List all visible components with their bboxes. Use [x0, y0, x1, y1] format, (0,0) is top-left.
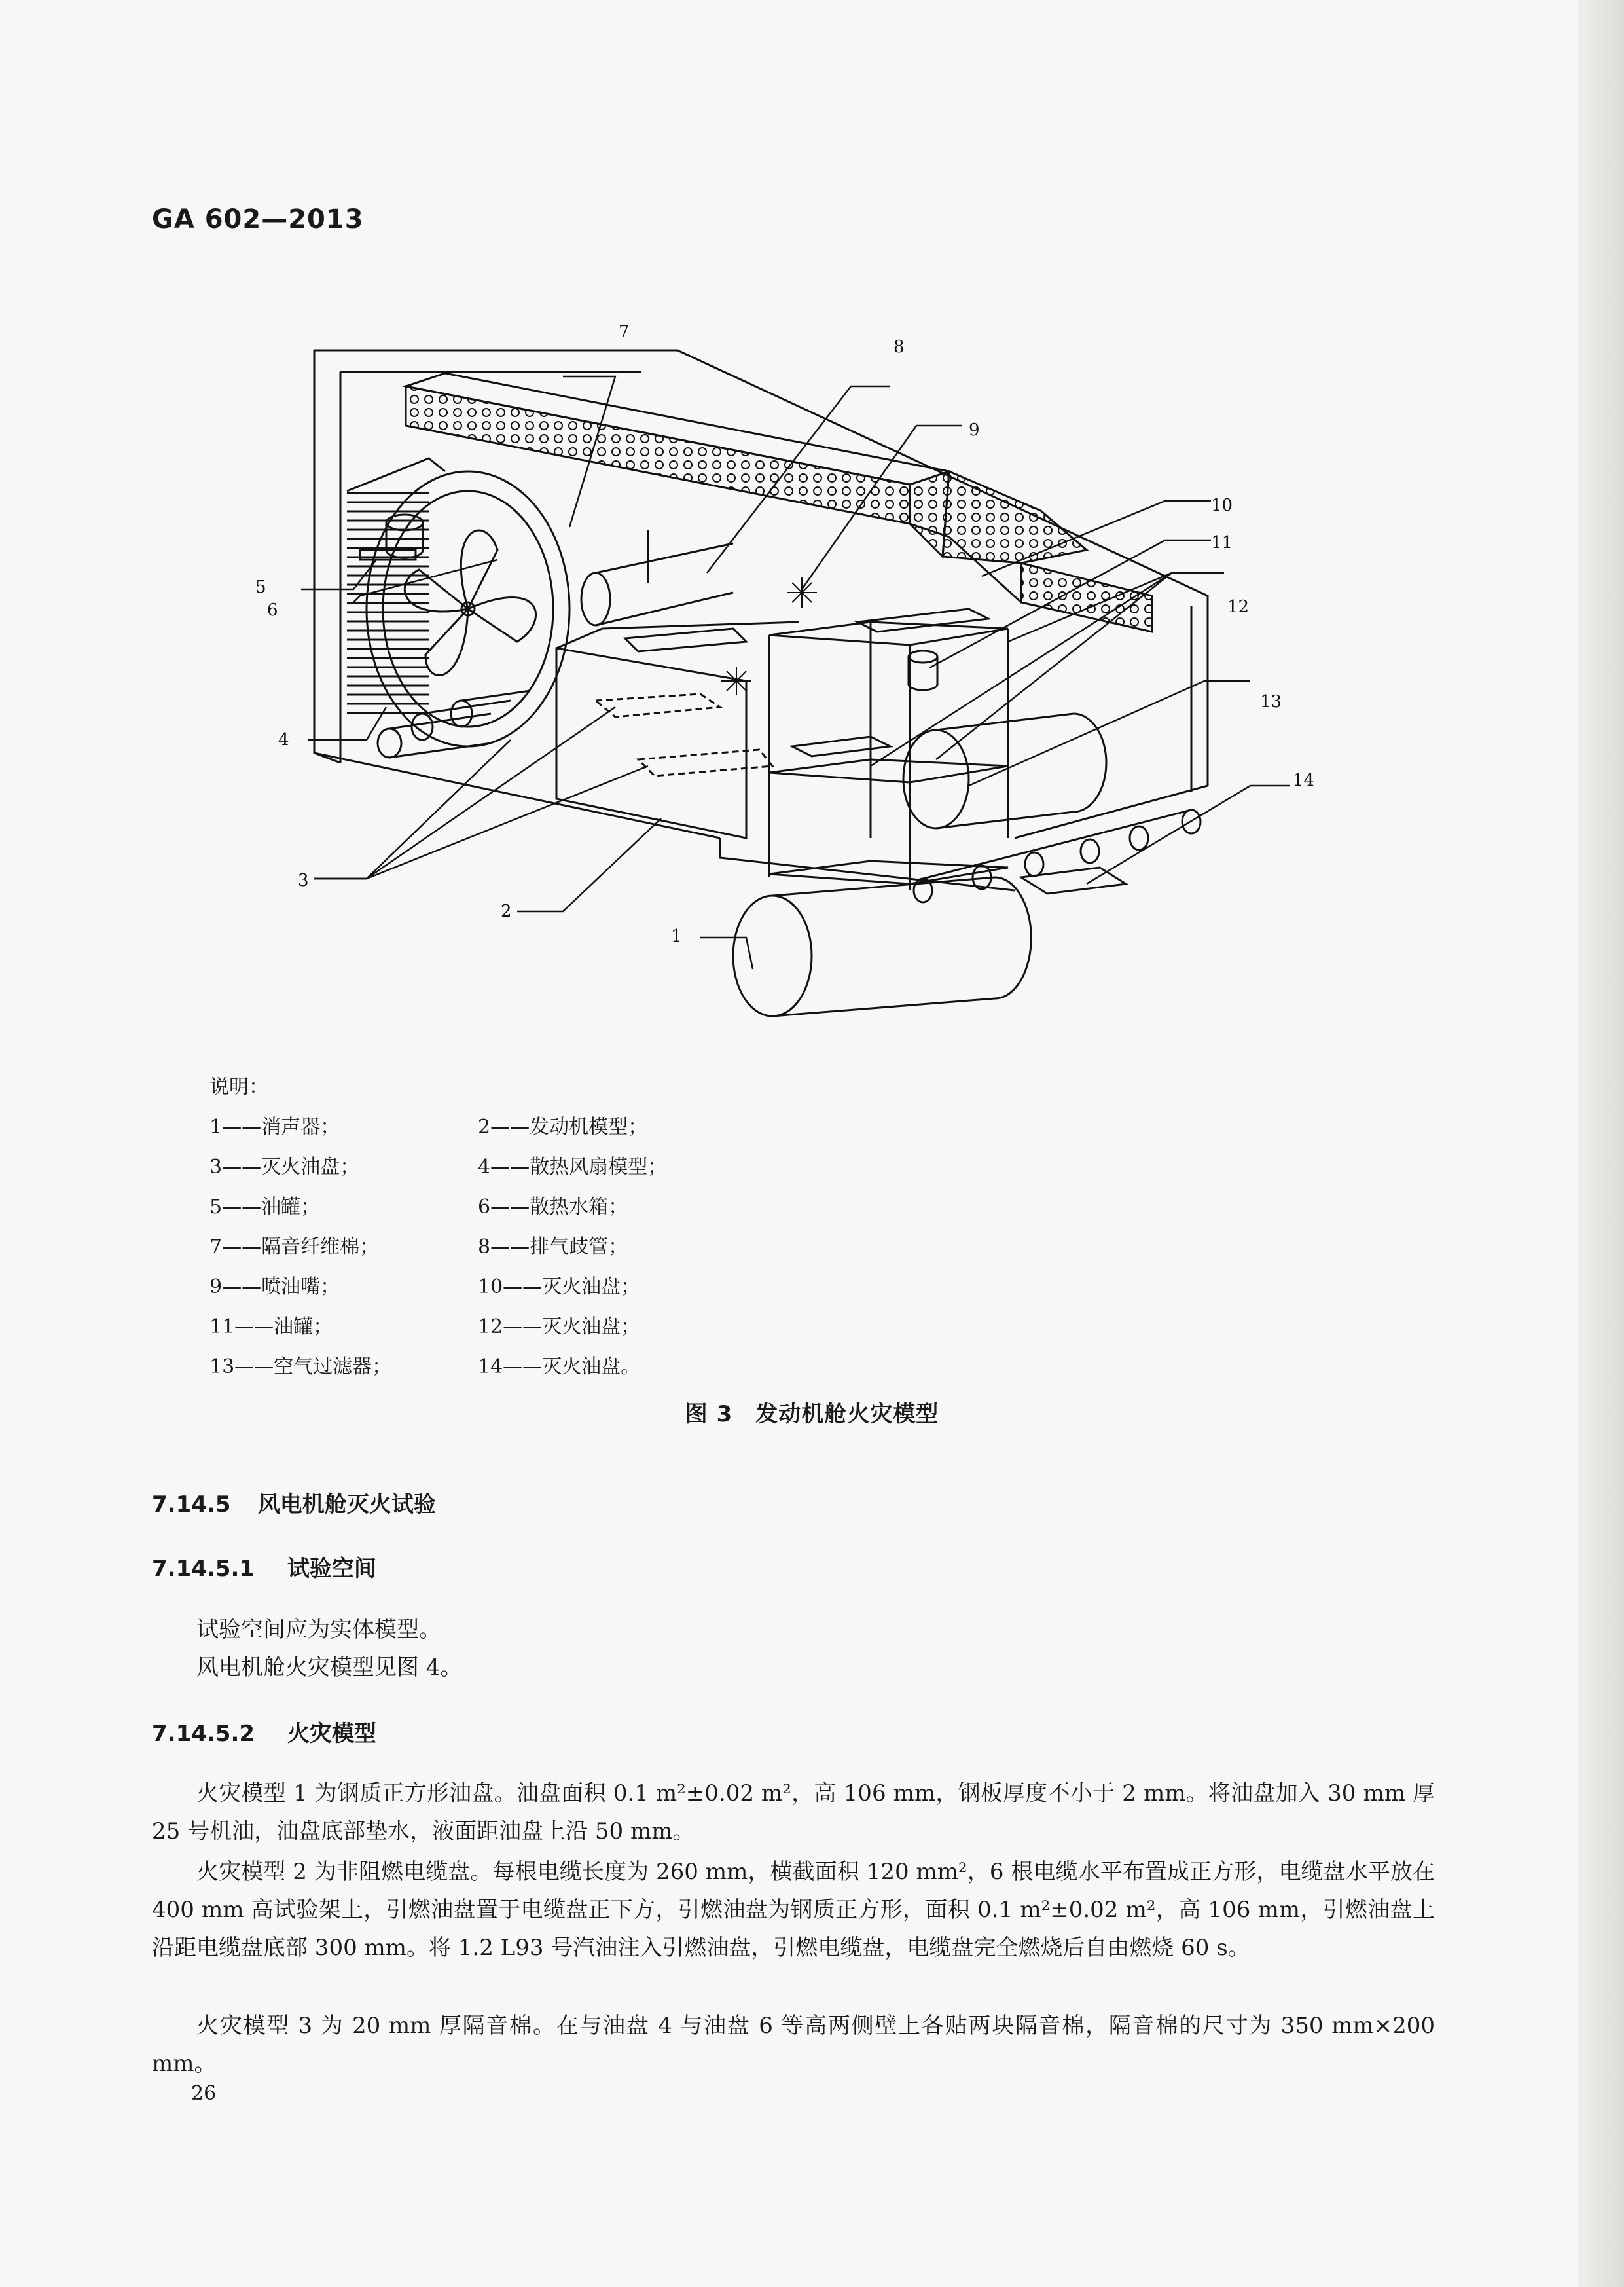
- section-number: 7.14.5: [152, 1491, 231, 1518]
- paragraph: 试验空间应为实体模型。: [196, 1617, 441, 1643]
- legend-title: 说明：: [209, 1076, 268, 1099]
- callout-3: 3: [298, 871, 309, 890]
- callout-11: 11: [1211, 533, 1233, 553]
- callout-2: 2: [501, 902, 512, 921]
- legend-item: 2——发动机模型；: [478, 1116, 648, 1139]
- section-heading-7-14-5-1: [152, 1550, 376, 1583]
- callout-12: 12: [1227, 597, 1250, 617]
- oil-tank-11: [909, 651, 937, 690]
- legend-item: 8——排气歧管；: [478, 1235, 628, 1258]
- muffler: [733, 877, 1031, 1016]
- callout-13: 13: [1260, 692, 1282, 712]
- callout-6: 6: [267, 600, 278, 620]
- engine-model: [556, 622, 799, 838]
- legend-item: 10——灭火油盘；: [478, 1275, 641, 1298]
- callout-4: 4: [278, 730, 289, 750]
- test-rack: [769, 609, 1008, 890]
- legend-item: 1——消声器；: [209, 1116, 340, 1139]
- legend-item: 3——灭火油盘；: [209, 1156, 360, 1179]
- paragraph: 火灾模型 2 为非阻燃电缆盘。每根电缆长度为 260 mm，横截面积 120 mm²，6 根电缆水平布置成正方形，电缆盘水平放在 400 mm 高试验架上，引燃油盘置于电缆盘正下方，引燃油盘为钢质正方形，面积 0.1 m²±0.02 m²，高 106 mm，引燃油盘上沿距电缆盘底部 300 mm。将 1.2 L93 号汽油注入引燃油盘，引燃电缆盘，电缆盘完全燃烧后自由燃烧 60 s。: [152, 1859, 1435, 1961]
- legend-item: 11——油罐；: [209, 1315, 333, 1338]
- figure-legend: [209, 1067, 753, 1387]
- exhaust-manifold: [581, 530, 733, 625]
- legend-item: 5——油罐；: [209, 1196, 321, 1218]
- floor-pipes-right: [914, 810, 1200, 902]
- paragraph: 火灾模型 3 为 20 mm 厚隔音棉。在与油盘 4 与油盘 6 等高两侧壁上各贴两块隔音棉，隔音棉的尺寸为 350 mm×200 mm。: [152, 2013, 1435, 2077]
- legend-item: 12——灭火油盘；: [478, 1315, 641, 1338]
- callout-8: 8: [893, 337, 905, 357]
- paragraph: 风电机舱火灾模型见图 4。: [196, 1655, 463, 1681]
- section-heading-7-14-5-2: [152, 1715, 376, 1747]
- standard-code: GA 602—2013: [152, 204, 364, 234]
- paragraph: 火灾模型 1 为钢质正方形油盘。油盘面积 0.1 m²±0.02 m²，高 106 mm，钢板厚度不小于 2 mm。将油盘加入 30 mm 厚 25 号机油，油盘底部垫水，液面距油盘上沿 50 mm。: [152, 1780, 1435, 1844]
- section-title: 火灾模型: [287, 1721, 376, 1747]
- page-edge: [1578, 0, 1624, 2287]
- air-filter: [903, 714, 1106, 828]
- engine-compartment-figure: [249, 314, 1348, 1048]
- callout-5: 5: [255, 577, 266, 597]
- legend-item: 7——隔音纤维棉；: [209, 1235, 380, 1258]
- section-title: 试验空间: [287, 1556, 376, 1582]
- legend-item: 13——空气过滤器；: [209, 1355, 392, 1378]
- section-number: 7.14.5.2: [152, 1721, 255, 1747]
- insulation-cotton: [406, 373, 1152, 632]
- callout-7: 7: [619, 322, 630, 342]
- section-number: 7.14.5.1: [152, 1556, 255, 1582]
- legend-item: 14——灭火油盘。: [478, 1355, 641, 1378]
- legend-item: 4——散热风扇模型；: [478, 1156, 668, 1179]
- section-heading-7-14-5: [152, 1486, 436, 1518]
- callout-14: 14: [1293, 771, 1315, 790]
- legend-item: 6——散热水箱；: [478, 1196, 628, 1218]
- legend-item: 9——喷油嘴；: [209, 1275, 340, 1298]
- section-title: 风电机舱灭火试验: [257, 1491, 436, 1518]
- callout-9: 9: [969, 420, 980, 440]
- figure-caption: 图 3 发动机舱火灾模型: [685, 1401, 939, 1427]
- callout-1: 1: [671, 926, 682, 946]
- callout-10: 10: [1211, 496, 1233, 515]
- page-number: 26: [191, 2082, 217, 2105]
